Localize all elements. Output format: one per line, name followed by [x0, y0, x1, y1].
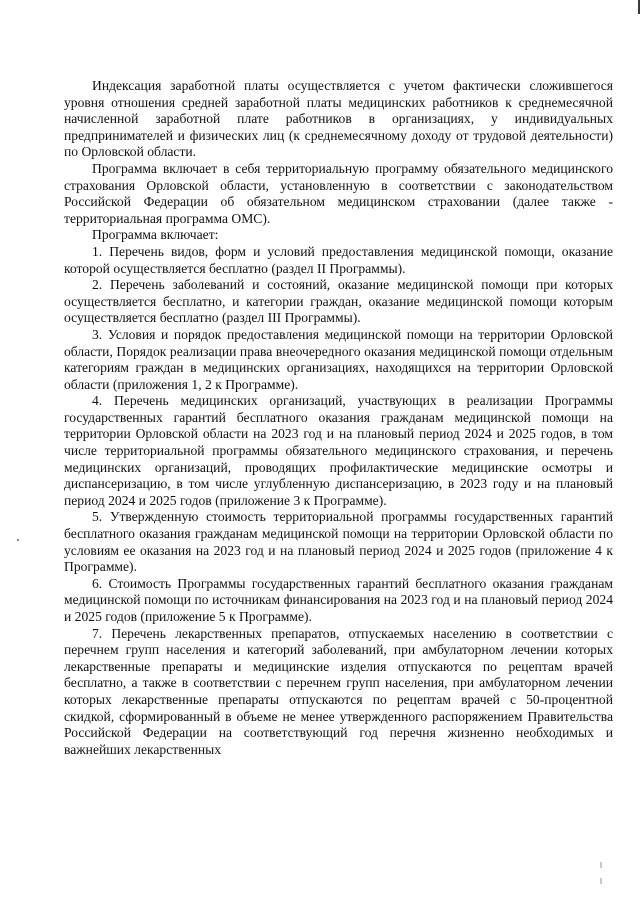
list-item-3: 3. Условия и порядок предоставления медицинской помощи на территории Орловской области, Порядок реализации права внеочередного оказания медицинской помощи отдельным категориям граждан в медицинских организациях, находящихся на территории Орловской области (приложения 1, 2 к Программе).: [64, 326, 613, 392]
list-item-4: 4. Перечень медицинских организаций, участвующих в реализации Программы государственных гарантий бесплатного оказания гражданам медицинской помощи на территории Орловской области на 2023 год и на плановый период 2024 и 2025 годов, в том числе территориальной программы обязательного медицинского страхования, и перечень медицинских организаций, проводящих профилактические медицинские осмотры и диспансеризацию, в том числе углубленную диспансеризацию, в 2023 году и на плановый период 2024 и 2025 годов (приложение 3 к Программе).: [64, 393, 613, 508]
list-item-5: 5. Утвержденную стоимость территориальной программы государственных гарантий бесплатного оказания гражданам медицинской помощи на территории Орловской области по условиям ее оказания на 2023 год и на плановый период 2024 и 2025 годов (приложение 4 к Программе).: [64, 509, 613, 575]
list-item-2: 2. Перечень заболеваний и состояний, оказание медицинской помощи при которых осуществляется бесплатно, и категории граждан, оказание медицинской помощи которым осуществляется бесплатно (раздел III Программы).: [64, 277, 613, 326]
list-item-1: 1. Перечень видов, форм и условий предоставления медицинской помощи, оказание которой осуществляется бесплатно (раздел II Программы).: [64, 243, 613, 276]
right-edge-mark: [600, 878, 602, 884]
list-item-6: 6. Стоимость Программы государственных гарантий бесплатного оказания гражданам медицинской помощи по источникам финансирования на 2023 год и на плановый период 2024 и 2025 годов (приложение 5 к Программе).: [64, 575, 613, 624]
paragraph-program-includes: Программа включает:: [92, 227, 219, 243]
margin-speck: [17, 539, 19, 541]
document-page: [64, 78, 613, 758]
right-edge-mark: [600, 862, 602, 868]
paragraph-salary-indexation: Индексация заработной платы осуществляется с учетом фактически сложившегося уровня отношения средней заработной платы медицинских работников к среднемесячной начисленной заработной плате работников в организациях, у индивидуальных предпринимателей и физических лиц (к среднемесячному доходу от трудовой деятельности) по Орловской области.: [64, 78, 613, 160]
paragraph-oms-program: Программа включает в себя территориальную программу обязательного медицинского страхования Орловской области, установленную в соответствии с законодательством Российской Федерации об обязательном медицинском страховании (далее также - территориальная программа ОМС).: [64, 160, 613, 226]
list-item-7: 7. Перечень лекарственных препаратов, отпускаемых населению в соответствии с перечнем групп населения и категорий заболеваний, при амбулаторном лечении которых лекарственные препараты и медицинские изделия отпускаются по рецептам врачей бесплатно, а также в соответствии с перечнем групп населения, при амбулаторном лечении которых лекарственные препараты отпускаются по рецептам врачей с 50-процентной скидкой, сформированный в объеме не менее утвержденного распоряжением Правительства Российской Федерации на соответствующий год перечня жизненно необходимых и важнейших лекарственных: [64, 625, 613, 757]
